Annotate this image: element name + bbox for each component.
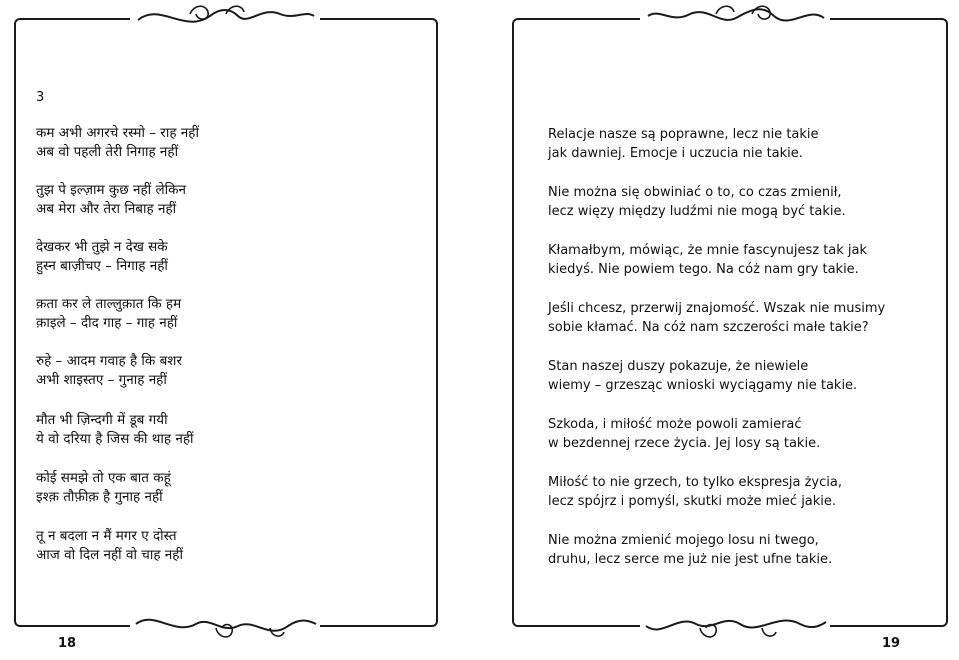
section-number: 3 — [36, 90, 45, 105]
verse-line: मौत भी ज़िन्दगी में डूब गयी — [36, 412, 168, 428]
verse-line: अब मेरा और तेरा निबाह नहीं — [36, 201, 177, 217]
flourish-icon — [130, 0, 320, 36]
stanza — [548, 125, 819, 163]
stanza — [36, 238, 168, 276]
verse-line: Kłamałbym, mówiąc, że mnie fascynujesz tak jak — [548, 243, 868, 258]
verse-line: wiemy – grzesząc wnioski wyciągamy nie takie. — [548, 378, 858, 393]
verse-line: Miłość to nie grzech, to tylko ekspresja życia, — [548, 475, 842, 490]
verse-line: Szkoda, i miłość może powoli zamierać — [548, 417, 802, 432]
stanza — [548, 299, 885, 337]
verse-line: Nie można zmienić mojego losu ni twego, — [548, 533, 819, 548]
stanza — [36, 124, 199, 162]
stanza — [36, 352, 182, 390]
verse-line: Nie można się obwiniać o to, co czas zmienił, — [548, 185, 842, 200]
stanza — [36, 181, 186, 219]
left-page — [14, 18, 438, 627]
verse-line: w bezdennej rzece życia. Jej losy są takie. — [548, 436, 821, 451]
stanza — [36, 411, 194, 449]
verse-line: रुहे – आदम गवाह है कि बशर — [36, 353, 182, 369]
verse-line: क़ता कर ले ताल्लुक़ात कि हम — [36, 296, 182, 312]
verse-line: jak dawniej. Emocje i uczucia nie takie. — [548, 146, 803, 161]
stanza — [36, 527, 183, 565]
verse-line: lecz spójrz i pomyśl, skutki może mieć jakie. — [548, 494, 837, 509]
verse-line: Stan naszej duszy pokazuje, że niewiele — [548, 359, 809, 374]
verse-line: Relacje nasze są poprawne, lecz nie takie — [548, 127, 819, 142]
stanza — [548, 531, 832, 569]
verse-line: ये वो दरिया है जिस की थाह नहीं — [36, 431, 194, 447]
verse-line: तुझ पे इल्ज़ाम कुछ नहीं लेकिन — [36, 182, 186, 198]
page-number-left: 18 — [58, 636, 77, 651]
flourish-icon — [640, 606, 830, 646]
stanza — [548, 183, 846, 221]
verse-line: कोई समझे तो एक बात कहूं — [36, 470, 171, 486]
stanza — [548, 241, 867, 279]
verse-line: कम अभी अगरचे रस्मो – राह नहीं — [36, 125, 199, 141]
verse-line: तू न बदला न मैं मगर ए दोस्त — [36, 528, 177, 544]
verse-line: druhu, lecz serce me już nie jest ufne takie. — [548, 552, 833, 567]
verse-line: अब वो पहली तेरी निगाह नहीं — [36, 144, 179, 160]
verse-line: sobie kłamać. Na cóż nam szczerości małe takie? — [548, 320, 869, 335]
verse-line: lecz więzy między ludźmi nie mogą być takie. — [548, 204, 846, 219]
stanza — [36, 295, 181, 333]
stanza — [36, 469, 171, 507]
verse-line: अभी शाइस्तए – गुनाह नहीं — [36, 372, 167, 388]
page-number-right: 19 — [882, 636, 901, 651]
flourish-icon — [130, 606, 320, 646]
verse-line: हुस्न बाज़ीचए – निगाह नहीं — [36, 258, 168, 274]
stanza — [548, 473, 842, 511]
stanza — [548, 357, 857, 395]
right-page — [512, 18, 948, 627]
verse-line: देखकर भी तुझे न देख सके — [36, 239, 168, 255]
verse-line: क़ाइले – दीद गाह – गाह नहीं — [36, 315, 178, 331]
stanza — [548, 415, 820, 453]
verse-line: Jeśli chcesz, przerwij znajomość. Wszak nie musimy — [548, 301, 886, 316]
verse-line: kiedyś. Nie powiem tego. Na cóż nam gry takie. — [548, 262, 859, 277]
flourish-icon — [640, 0, 830, 36]
verse-line: इश्क़ तौफ़ीक़ है गुनाह नहीं — [36, 489, 163, 505]
verse-line: आज वो दिल नहीं वो चाह नहीं — [36, 547, 183, 563]
